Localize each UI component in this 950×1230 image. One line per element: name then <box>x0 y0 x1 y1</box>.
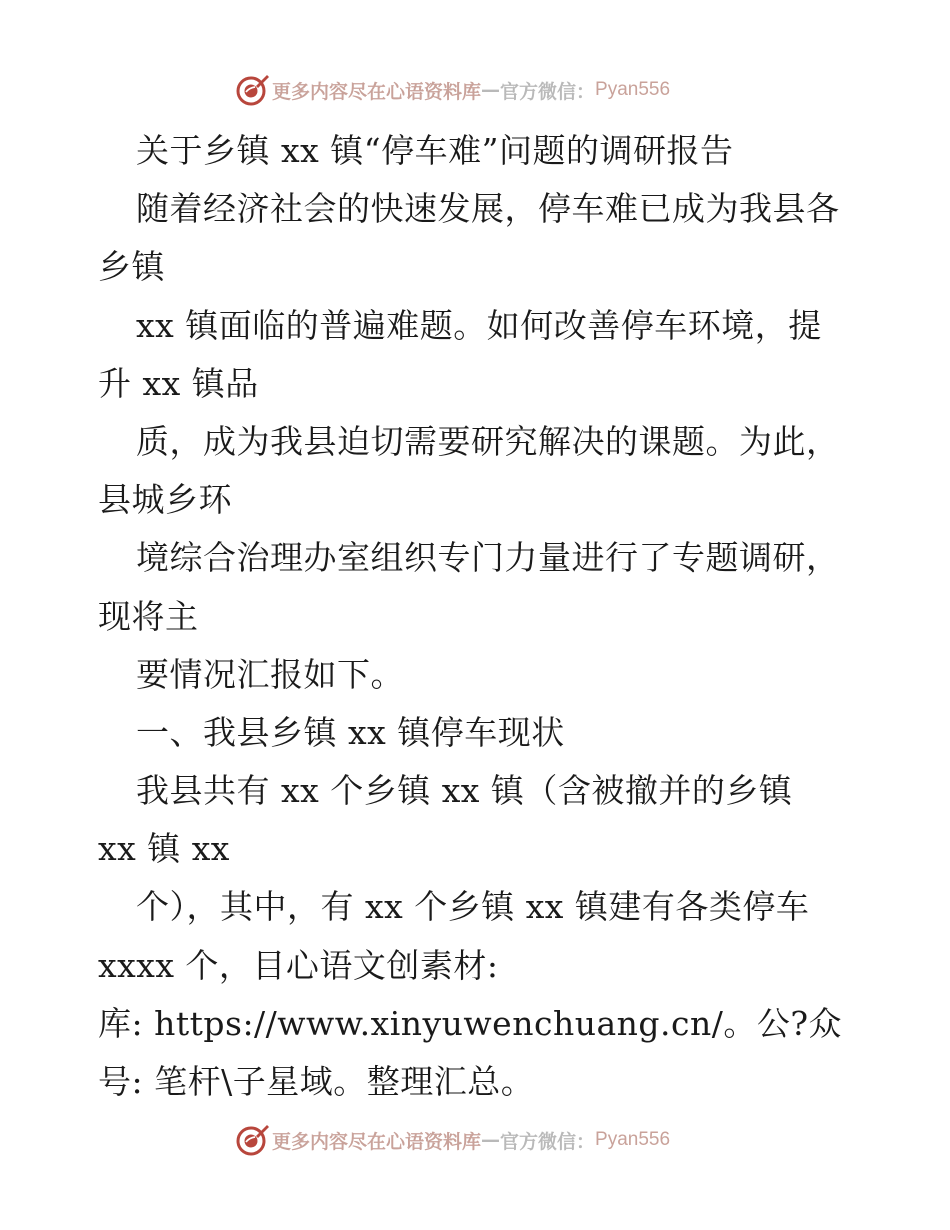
paragraph-line: 升 xx 镇品 <box>98 363 259 403</box>
paragraph-line: xx 镇 xx <box>98 829 230 869</box>
paragraph-line: 要情况汇报如下。 <box>136 654 404 694</box>
banner-official-label: 官方微信： <box>500 80 596 103</box>
paragraph-line: xxxx 个，目心语文创素材: <box>98 945 499 985</box>
paragraph-line: xx 镇面临的普遍难题。如何改善停车环境，提 <box>136 305 822 345</box>
paragraph-line: 乡镇 <box>98 247 165 287</box>
banner-separator: — <box>481 79 501 101</box>
paragraph-line: 现将主 <box>98 596 199 636</box>
paragraph-line: 随着经济社会的快速发展，停车难已成为我县各 <box>136 189 840 229</box>
paragraph-line: 县城乡环 <box>98 480 232 520</box>
banner-official-label: 官方微信： <box>500 1130 596 1153</box>
banner-wechat-id: Pyan556 <box>595 79 671 100</box>
paragraph-line: 个），其中，有 xx 个乡镇 xx 镇建有各类停车 <box>136 887 810 927</box>
paragraph-line: 号: 笔杆\子星域。整理汇总。 <box>98 1062 535 1101</box>
pen-logo-icon <box>234 1122 270 1158</box>
banner-brand-text: 更多内容尽在心语资料库 <box>272 1130 482 1153</box>
paragraph-line: 境综合治理办室组织专门力量进行了专题调研， <box>136 538 840 578</box>
footer-watermark-banner <box>234 1120 670 1160</box>
pen-logo-icon <box>234 72 270 108</box>
banner-separator: — <box>481 1129 501 1151</box>
paragraph-line: 一、我县乡镇 xx 镇停车现状 <box>136 712 565 752</box>
header-watermark-banner <box>234 70 670 110</box>
document-body <box>98 122 888 1111</box>
document-title: 关于乡镇 xx 镇“停车难”问题的调研报告 <box>136 131 734 170</box>
paragraph-line: 我县共有 xx 个乡镇 xx 镇（含被撤并的乡镇 <box>136 771 793 811</box>
banner-wechat-id: Pyan556 <box>595 1129 671 1150</box>
paragraph-line: 质，成为我县迫切需要研究解决的课题。为此， <box>136 421 840 461</box>
banner-brand-text: 更多内容尽在心语资料库 <box>272 80 482 103</box>
paragraph-line: 库: https://www.xinyuwenchuang.cn/。公?众 <box>98 1003 843 1043</box>
